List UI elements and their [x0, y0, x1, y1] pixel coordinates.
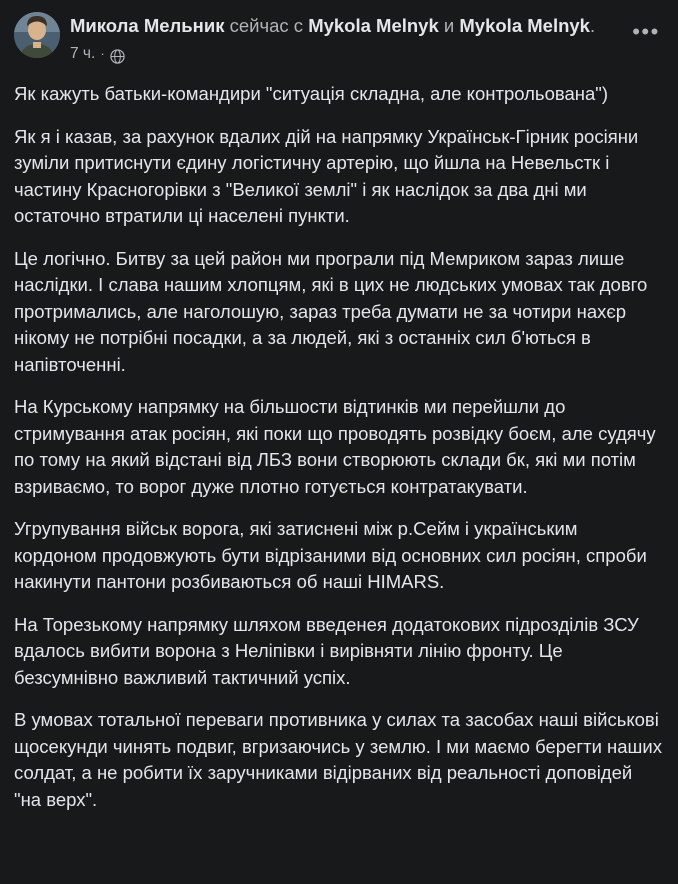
post-meta	[70, 45, 628, 63]
post-byline-block	[70, 12, 628, 63]
post-paragraph: Угрупування військ ворога, які затиснені між р.Сейм і українським кордоном продовжують бути відрізаними від основних сил росіян, спроби накинути пантони розбиваються об наші HIMARS.	[14, 518, 652, 592]
byline	[70, 13, 628, 38]
post-timestamp[interactable]: 7 ч.	[70, 45, 96, 62]
post-body	[14, 81, 668, 813]
byline-trailing: .	[589, 15, 596, 36]
post-paragraph: Як кажуть батьки-командири "ситуація складна, але контрольована")	[14, 83, 608, 104]
globe-icon[interactable]	[110, 49, 125, 64]
user-photo-avatar-icon	[14, 12, 60, 58]
byline-conjunction: и	[443, 15, 455, 36]
post-paragraph: В умовах тотальної переваги противника у силах та засобах наші військові щосекунди чинять подвиг, вгризаючись у землю. І ми маємо берегти наших солдат, а не робити їх заручниками відірваних від реальності доповідей "на верх".	[14, 709, 668, 810]
post-paragraph: Як я і казав, за рахунок вдалих дій на напрямку Українськ-Гірник росіяни зуміли притиснути єдину логістичну артерію, що йшла на Невельстк і частину Красногорівки з "Великої землі" і як наслідок за два дні ми остаточно втратили ці населені пункти.	[14, 125, 644, 226]
author-name[interactable]: Микола Мельник	[70, 15, 225, 36]
tagged-person-2[interactable]: Mykola Melnyk	[459, 15, 590, 36]
post-paragraph: Це логічно. Битву за цей район ми програли під Мемриком зараз лише наслідки. І слава нашим хлопцям, які в цих не людських умовах так довго протримались, але наголошую, зараз треба думати не за чотири нахєр нікому не потрібні посадки, а за людей, які з останніх сил б'ються в напівточенні.	[14, 247, 653, 375]
tagged-person-1[interactable]: Mykola Melnyk	[308, 15, 439, 36]
post-header	[14, 10, 664, 67]
byline-action: сейчас с	[229, 15, 304, 36]
post-more-options-button[interactable]: •••	[632, 19, 660, 44]
meta-separator: ·	[100, 46, 105, 61]
avatar[interactable]	[14, 12, 60, 58]
post-paragraph: На Курському напрямку на більшости відтинків ми перейшли до стримування атак росіян, які поки що проводять розвідку боєм, але судячу по тому на який відстані від ЛБЗ вони створюють склади бк, які ми потім взриваємо, то ворог дуже плотно готується контратакувати.	[14, 396, 661, 497]
post-paragraph: На Торезькому напрямку шляхом введенея додатокових підрозділів ЗСУ вдалось вибити ворона з Неліпівки і вирівняти лінію фронту. Це безсумнівно важливий тактичний успіх.	[14, 613, 644, 688]
